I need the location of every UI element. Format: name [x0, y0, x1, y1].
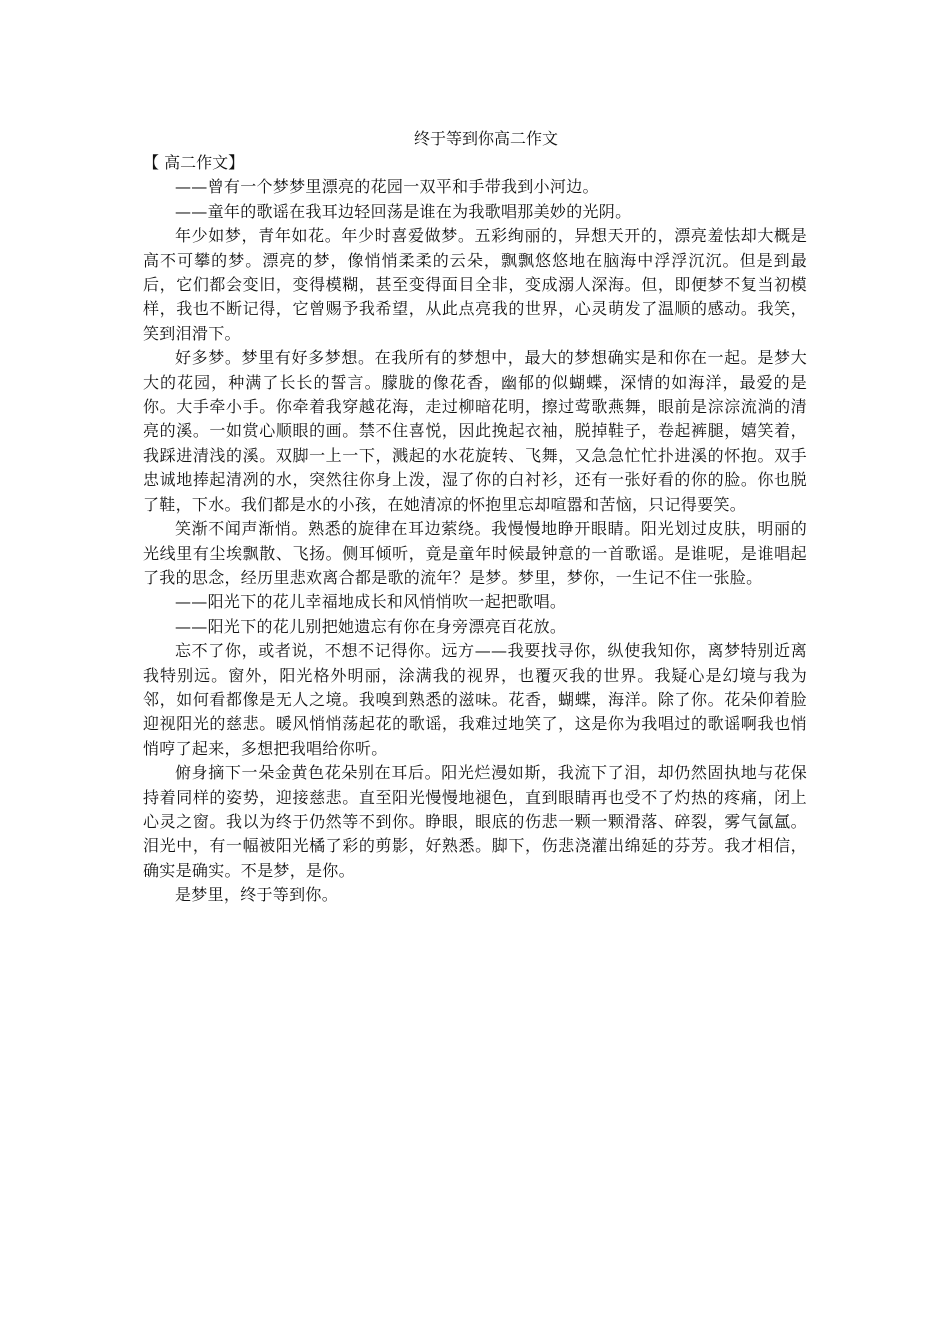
paragraph-6: ——阳光下的花儿幸福地成长和风悄悄吹一起把歌唱。 — [175, 592, 567, 612]
paragraph-5: 笑渐不闻声渐悄。熟悉的旋律在耳边萦绕。我慢慢地睁开眼睛。阳光划过皮肤，明丽的光线里有尘埃飘散、飞扬。侧耳倾听，竟是童年时候最钟意的一首歌谣。是谁呢，是谁唱起了我的思念，经历里悲欢离合都是歌的流年？是梦。梦里，梦你，一生记不住一张脸。 — [143, 519, 807, 587]
paragraph-7: ——阳光下的花儿别把她遗忘有你在身旁漂亮百花放。 — [175, 616, 567, 636]
document-page — [143, 127, 807, 908]
paragraph-9: 俯身摘下一朵金黄色花朵别在耳后。阳光烂漫如斯，我流下了泪，却仍然固执地与花保持着同样的姿势，迎接慈悲。直至阳光慢慢地褪色，直到眼睛再也受不了灼热的疼痛，闭上心灵之窗。我以为终于仍然等不到你。睁眼，眼底的伤悲一颗一颗滑落、碎裂，雾气氤氲。泪光中，有一幅被阳光橘了彩的剪影，好熟悉。脚下，伤悲浇灌出绵延的芬芳。我才相信，确实是确实。不是梦，是你。 — [143, 763, 807, 880]
paragraph-10: 是梦里，终于等到你。 — [175, 885, 339, 905]
category-tag: 【 高二作文】 — [143, 153, 245, 172]
paragraph-4: 好多梦。梦里有好多梦想。在我所有的梦想中，最大的梦想确实是和你在一起。是梦大大的花园，种满了长长的誓言。朦胧的像花香，幽郁的似蝴蝶，深情的如海洋，最爱的是你。大手牵小手。你牵着我穿越花海，走过柳暗花明，擦过莺歌燕舞，眼前是淙淙流淌的清亮的溪。一如赏心顺眼的画。禁不住喜悦，因此挽起衣袖，脱掉鞋子，卷起裤腿，嬉笑着，我踩进清浅的溪。双脚一上一下，溅起的水花旋转、飞舞，又急急忙忙扑进溪的怀抱。双手忠诚地捧起清冽的水，突然往你身上泼，湿了你的白衬衫，还有一张好看的你的脸。你也脱了鞋，下水。我们都是水的小孩，在她清凉的怀抱里忘却喧嚣和苦恼，只记得要笑。 — [143, 348, 807, 514]
paragraph-1: ——曾有一个梦梦里漂亮的花园一双平和手带我到小河边。 — [175, 177, 599, 197]
document-title: 终于等到你高二作文 — [413, 129, 558, 148]
paragraph-3: 年少如梦，青年如花。年少时喜爱做梦。五彩绚丽的，异想天开的，漂亮羞怯却大概是高不可攀的梦。漂亮的梦，像悄悄柔柔的云朵，飘飘悠悠地在脑海中浮浮沉沉。但是到最后，它们都会变旧，变得模糊，甚至变得面目全非，变成溺人深海。但，即便梦不复当初模样，我也不断记得，它曾赐予我希望，从此点亮我的世界，心灵萌发了温顺的感动。我笑，笑到泪滑下。 — [143, 226, 807, 343]
paragraph-2: ——童年的歌谣在我耳边轻回荡是谁在为我歌唱那美妙的光阴。 — [175, 201, 632, 221]
paragraph-8: 忘不了你，或者说，不想不记得你。远方——我要找寻你，纵使我知你，离梦特别近离我特别远。窗外，阳光格外明丽，涂满我的视界，也覆灭我的世界。我疑心是幻境与我为邻，如何看都像是无人之境。我嗅到熟悉的滋味。花香，蝴蝶，海洋。除了你。花朵仰着脸迎视阳光的慈悲。暖风悄悄荡起花的歌谣，我难过地笑了，这是你为我唱过的歌谣啊我也悄悄哼了起来，多想把我唱给你听。 — [143, 641, 807, 758]
